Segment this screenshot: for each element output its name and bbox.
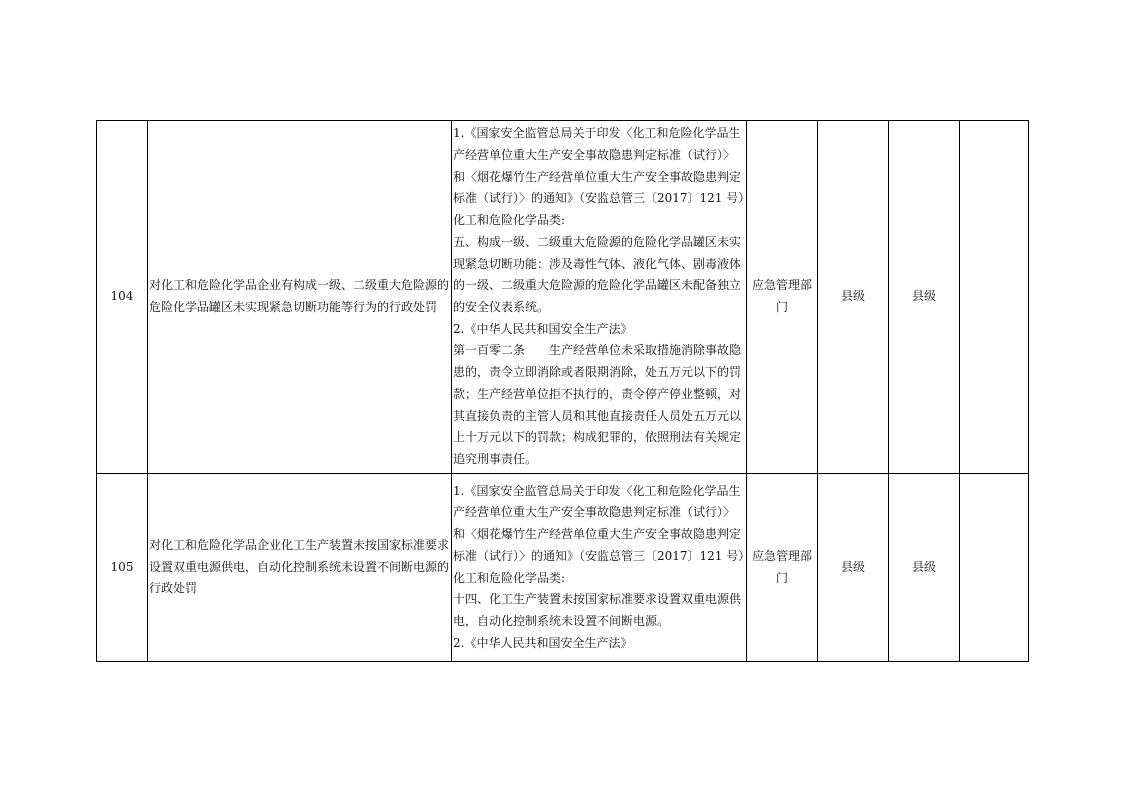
basis-paragraph: 化工和危险化学品类: [453,570,566,585]
basis-paragraph: 十四、化工生产装置未按国家标准要求设置双重电源供电，自动化控制系统未设置不间断电源。 [453,592,742,628]
row-number: 104 [97,121,148,474]
implementing-department: 应急管理部门 [747,121,818,474]
remark-cell [960,121,1029,474]
level-cell: 县级 [889,474,960,662]
table-row [97,121,1029,474]
level-cell: 县级 [818,121,889,474]
basis-paragraph: 2.《中华人民共和国安全生产法》 [453,635,633,650]
level-cell: 县级 [818,474,889,662]
legal-basis [452,121,751,474]
row-number: 105 [97,474,148,662]
item-name: 对化工和危险化学品企业有构成一级、二级重大危险源的危险化学品罐区未实现紧急切断功能等行为的行政处罚 [148,121,452,474]
level-cell: 县级 [889,121,960,474]
implementing-department: 应急管理部门 [747,474,818,662]
item-name: 对化工和危险化学品企业化工生产装置未按国家标准要求设置双重电源供电，自动化控制系统未设置不间断电源的行政处罚 [148,474,452,662]
table-row [97,474,1029,662]
basis-paragraph: 五、构成一级、二级重大危险源的危险化学品罐区未实现紧急切断功能：涉及毒性气体、液化气体、剧毒液体的一级、二级重大危险源的危险化学品罐区未配备独立的安全仪表系统。 [453,234,742,314]
basis-paragraph: 2.《中华人民共和国安全生产法》 [453,321,633,336]
basis-paragraph: 化工和危险化学品类: [453,213,566,228]
remark-cell [960,474,1029,662]
legal-basis [452,474,751,662]
regulation-table [96,120,1029,662]
basis-paragraph: 1.《国家安全监管总局关于印发〈化工和危险化学品生产经营单位重大生产安全事故隐患判定标准（试行）〉和〈烟花爆竹生产经营单位重大生产安全事故隐患判定标准（试行）〉的通知》（安监总管三〔2017〕121 号） [453,483,751,563]
basis-paragraph: 第一百零二条 生产经营单位未采取措施消除事故隐患的，责令立即消除或者限期消除，处五万元以下的罚款；生产经营单位拒不执行的，责令停产停业整顿，对其直接负责的主管人员和其他直接责任人员处五万元以上十万元以下的罚款；构成犯罪的，依照刑法有关规定追究刑事责任。 [453,343,742,466]
basis-paragraph: 1.《国家安全监管总局关于印发〈化工和危险化学品生产经营单位重大生产安全事故隐患判定标准（试行）〉和〈烟花爆竹生产经营单位重大生产安全事故隐患判定标准（试行）〉的通知》（安监总管三〔2017〕121 号） [453,126,751,206]
